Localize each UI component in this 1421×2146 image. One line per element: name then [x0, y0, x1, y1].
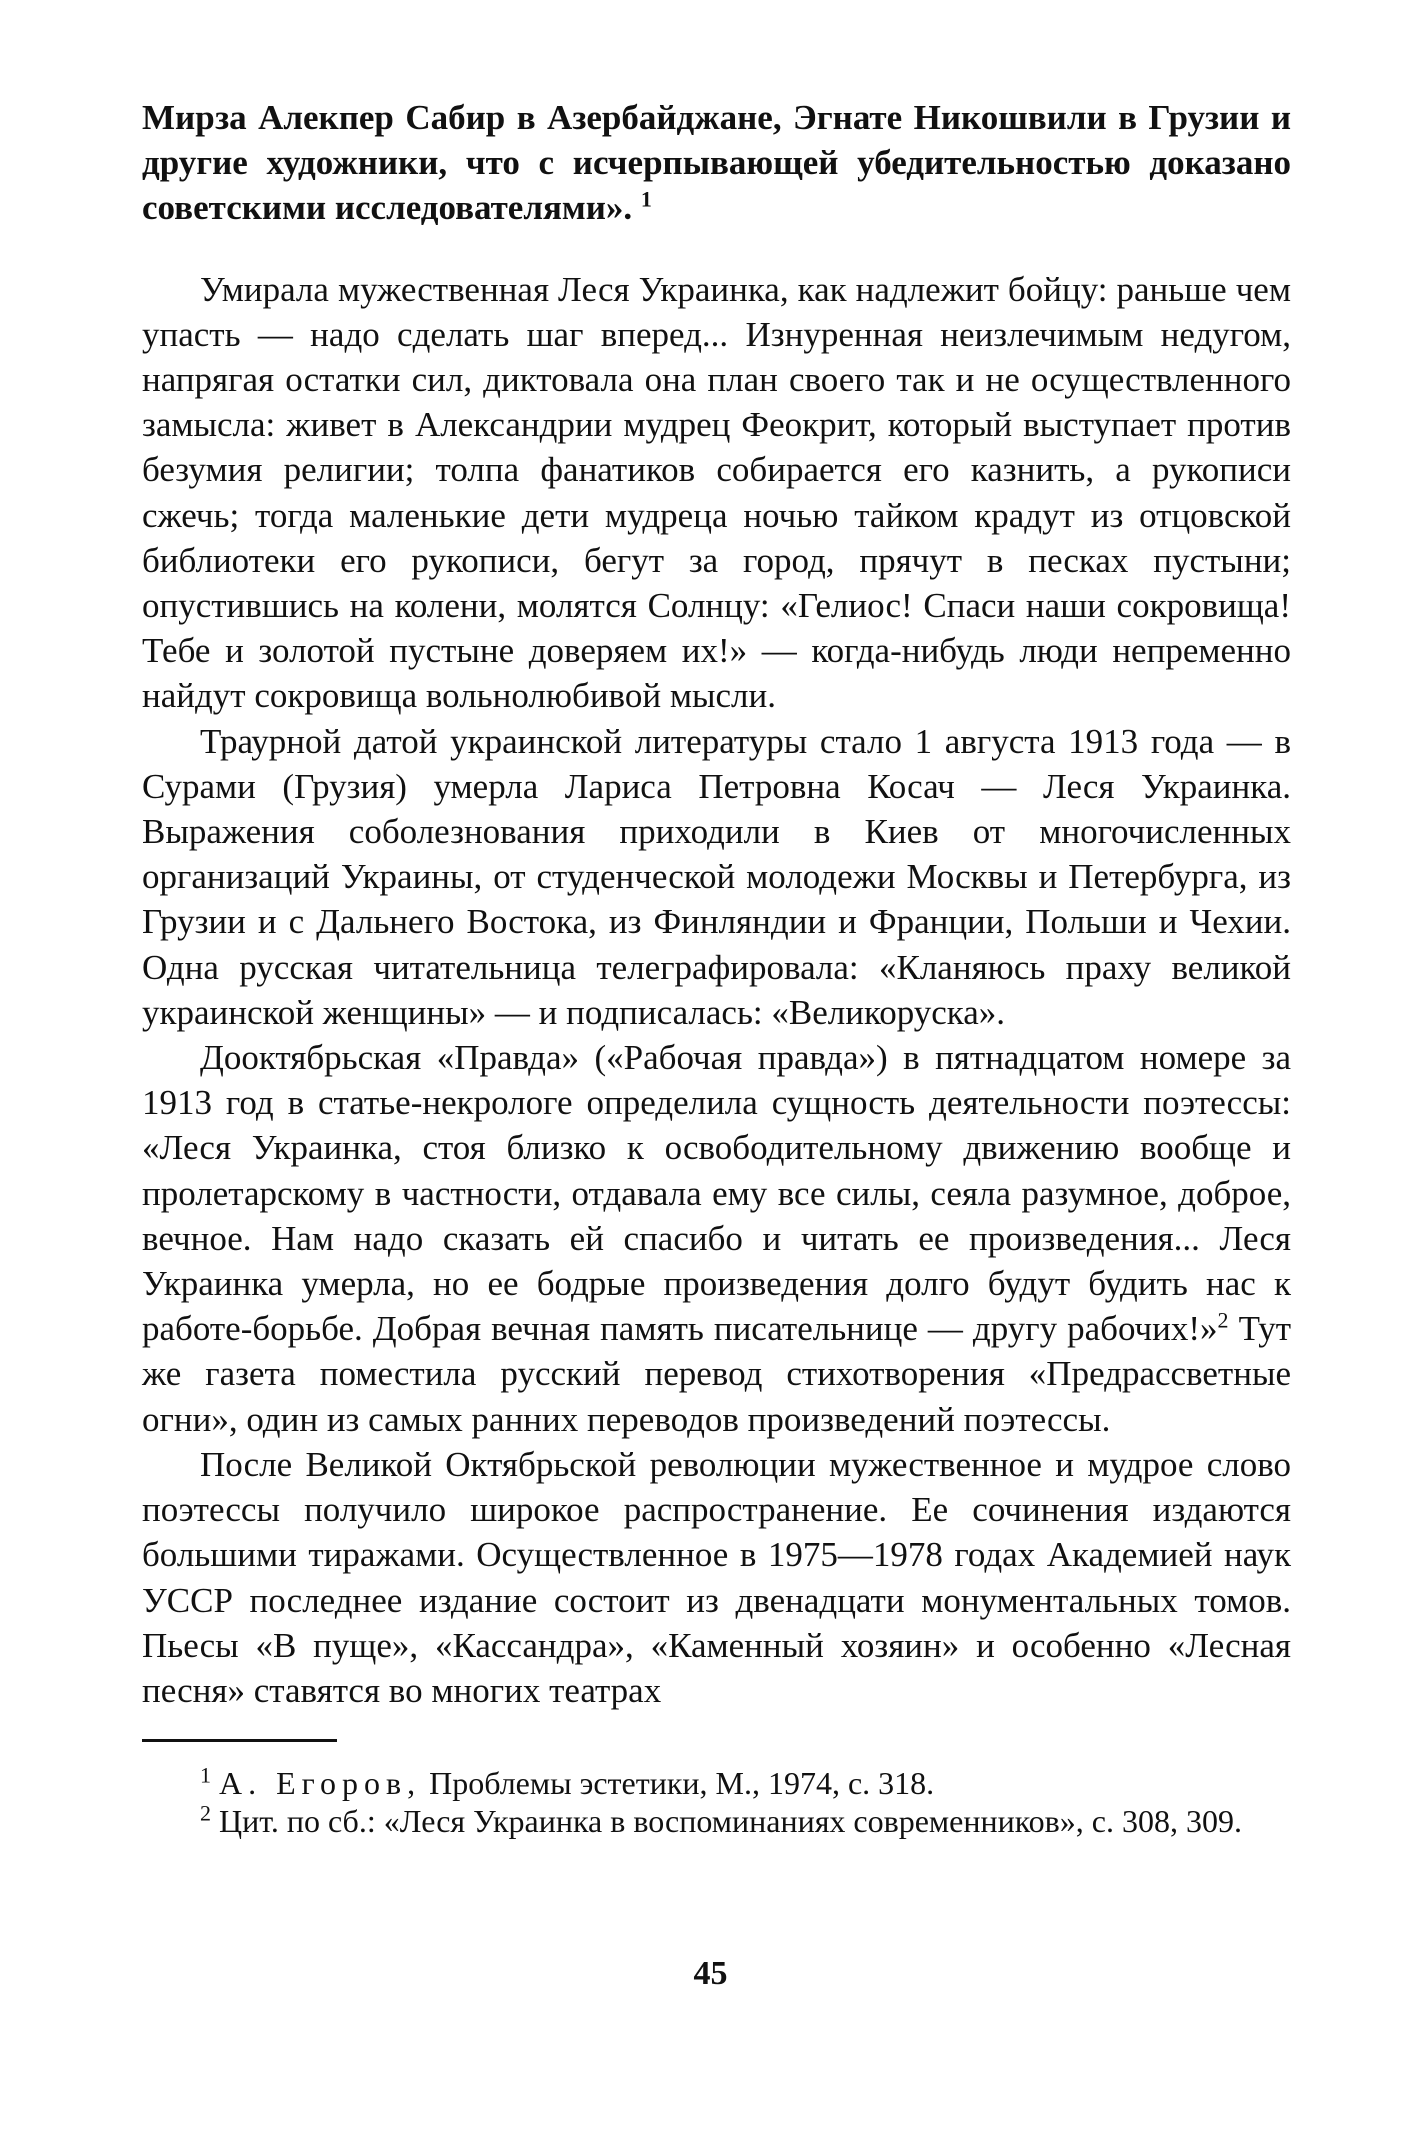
footnote-text: Цит. по сб.: «Леся Украинка в воспоминаниях современников», с. 308, 309.	[219, 1803, 1242, 1840]
paragraph-text-continued: Тут же газета поместила русский перевод стихотворения «Предрассветные огни», один из самых ранних переводов произведений поэтессы.	[142, 1309, 1291, 1439]
footnote-mark: 1	[200, 1762, 211, 1788]
footnote-2	[142, 1802, 1291, 1840]
footnote-text: Проблемы эстетики, М., 1974, с. 318.	[429, 1765, 935, 1802]
footnote-reference-2: 2	[1217, 1307, 1229, 1333]
footnote-mark: 2	[200, 1800, 211, 1826]
paragraph-pravda-obituary	[142, 1035, 1291, 1442]
footnote-author: А. Егоров,	[219, 1765, 422, 1802]
footnotes	[142, 1764, 1291, 1840]
paragraph-mourning-date: Траурной датой украинской литературы стало 1 августа 1913 года — в Сурами (Грузия) умерла Лариса Петровна Косач — Леся Украинка. Выражения соболезнования приходили в Киев от многочисленных организаций Украины, от студенческой молодежи Москвы и Петербурга, из Грузии и с Дальнего Востока, из Финляндии и Франции, Польши и Чехии. Одна русская читательница телеграфировала: «Кланяюсь праху великой украинской женщины» — и подписалась: «Великоруска».	[142, 721, 1291, 1032]
footnote-divider	[142, 1739, 337, 1742]
paragraph-continuation	[142, 95, 1291, 231]
main-text	[142, 95, 1291, 1713]
paragraph-lesya-death: Умирала мужественная Леся Украинка, как надлежит бойцу: раньше чем упасть — надо сделать шаг вперед... Изнуренная неизлечимым недугом, напрягая остатки сил, диктовала она план своего так и не осуществленного замысла: живет в Александрии мудрец Феокрит, который выступает против безумия религии; толпа фанатиков собирается его казнить, а рукописи сжечь; тогда маленькие дети мудреца ночью тайком крадут из отцовской библиотеки его рукописи, бегут за город, прячут в песках пустыни; опустившись на колени, молятся Солнцу: «Гелиос! Спаси наши сокровища! Тебе и золотой пустыне доверяем их!» — когда-нибудь люди непременно найдут сокровища вольнолюбивой мысли.	[142, 269, 1291, 716]
footnote-1	[142, 1764, 1291, 1802]
page-number: 45	[693, 1955, 728, 1992]
paragraph-text: Мирза Алекпер Сабир в Азербайджане, Эгнате Никошвили в Грузии и другие художники, что с исчерпывающей убедительностью доказано советскими исследователями».	[142, 98, 1291, 228]
paragraph-after-revolution: После Великой Октябрьской революции мужественное и мудрое слово поэтессы получило широкое распространение. Ее сочинения издаются большими тиражами. Осуществленное в 1975—1978 годах Академией наук УССР последнее издание состоит из двенадцати монументальных томов. Пьесы «В пуще», «Кассандра», «Каменный хозяин» и особенно «Лесная песня» ставятся во многих театрах	[142, 1444, 1291, 1710]
paragraph-text: Дооктябрьская «Правда» («Рабочая правда») в пятнадцатом номере за 1913 год в статье-некрологе определила сущность деятельности поэтессы: «Леся Украинка, стоя близко к освободительному движению вообще и пролетарскому в частности, отдавала ему все силы, сеяла разумное, доброе, вечное. Нам надо сказать ей спасибо и читать ее произведения... Леся Украинка умерла, но ее бодрые произведения долго будут будить нас к работе-борьбе. Добрая вечная память писательнице — другу рабочих!»	[142, 1038, 1291, 1349]
footnote-reference-1: 1	[640, 186, 652, 212]
